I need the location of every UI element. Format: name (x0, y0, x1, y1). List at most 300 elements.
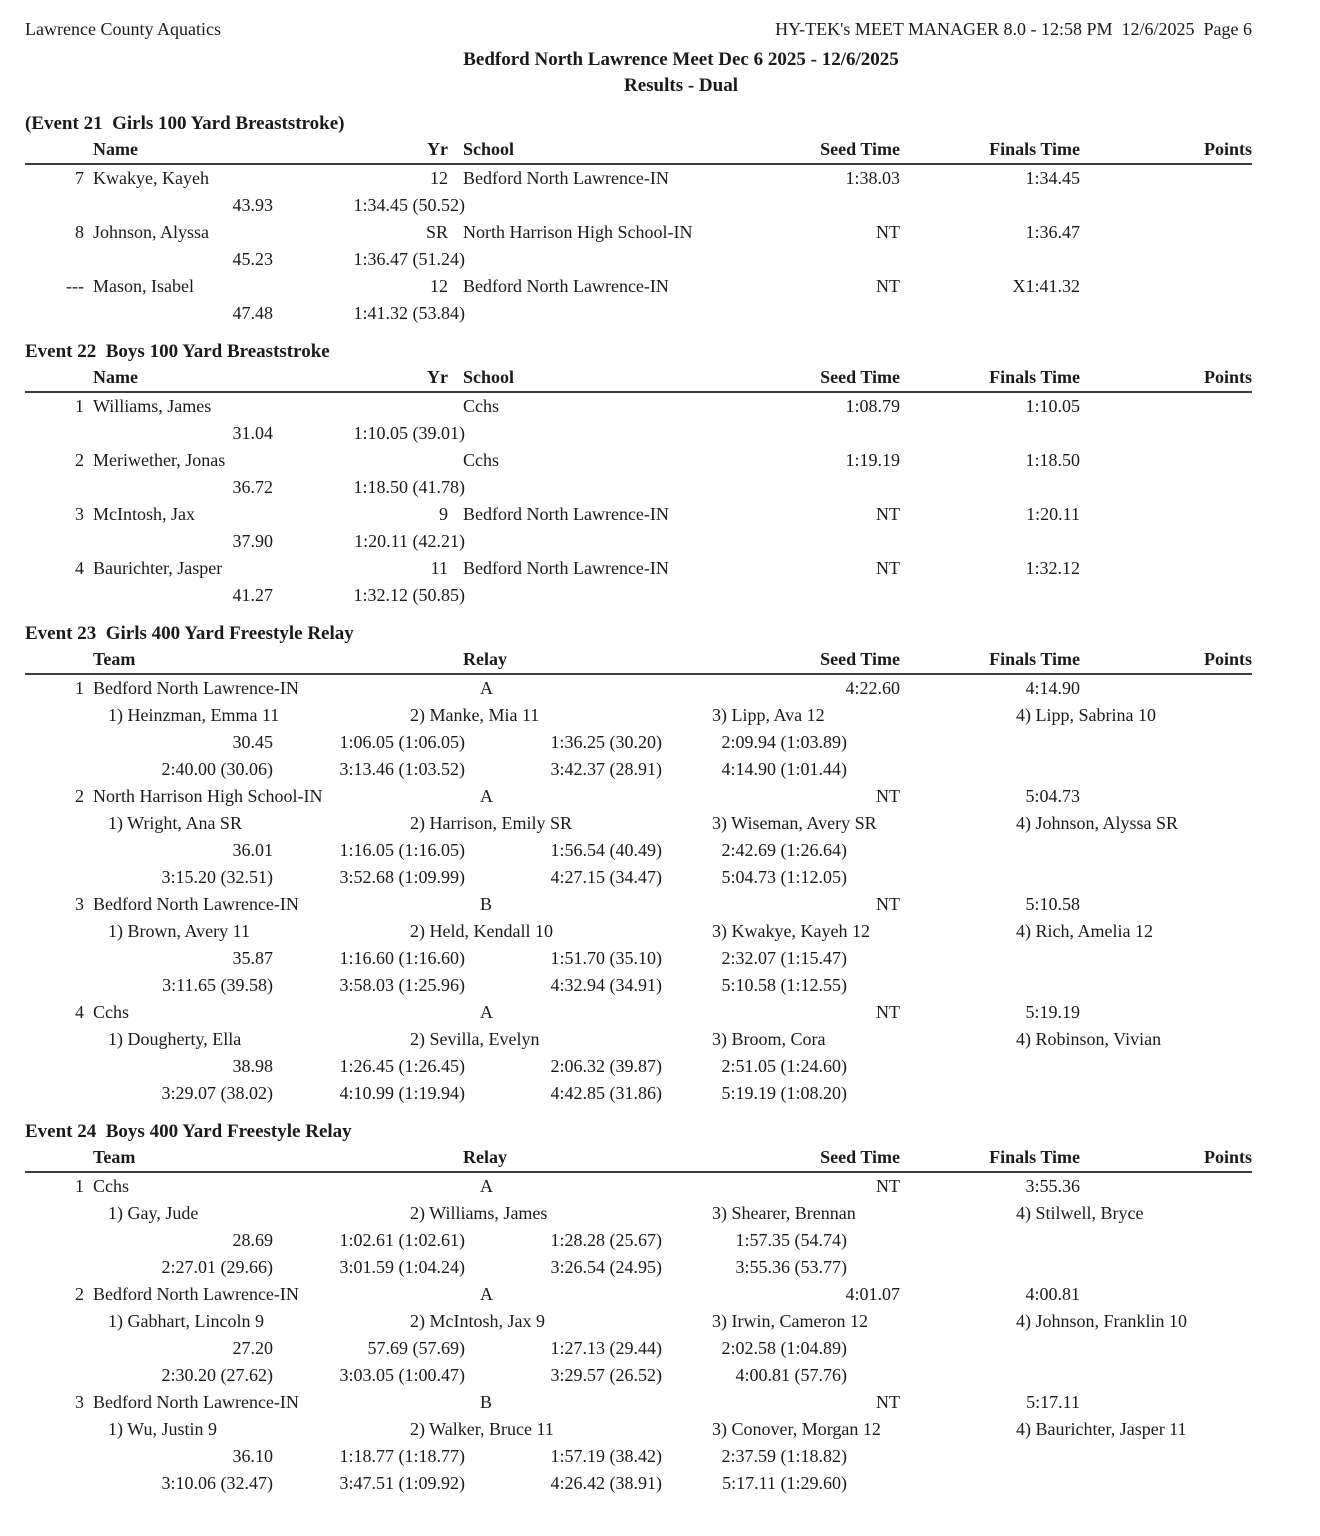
points-value (1080, 165, 1252, 192)
finals-time: 1:34.45 (1025, 168, 1080, 188)
split-time: 4:32.94 (34.91) (550, 975, 662, 995)
spacer (84, 783, 93, 810)
relay-swimmer: 4) Lipp, Sabrina 10 (1016, 705, 1156, 725)
splits-row (25, 420, 1252, 447)
spacer (84, 1281, 93, 1308)
swimmer-name: Mason, Isabel (93, 276, 194, 296)
split-time: 2:40.00 (30.06) (161, 759, 273, 779)
column-header-seed: Seed Time (820, 139, 900, 159)
spacer (448, 555, 463, 582)
split-time: 3:55.36 (53.77) (735, 1257, 847, 1277)
spacer (25, 136, 84, 163)
split-time: 1:57.35 (54.74) (735, 1230, 847, 1250)
split-time: 47.48 (232, 303, 273, 323)
spacer (84, 999, 93, 1026)
relay-swimmer: 2) Held, Kendall 10 (410, 921, 553, 941)
facility-name: Lawrence County Aquatics (25, 19, 221, 39)
place: 3 (75, 1392, 84, 1412)
event-section (25, 622, 1252, 1107)
points-value (1080, 675, 1252, 702)
split-time: 1:06.05 (1:06.05) (339, 732, 465, 752)
split-time: 5:17.11 (1:29.60) (722, 1473, 847, 1493)
split-time: 2:42.69 (1:26.64) (721, 840, 847, 860)
relay-swimmer: 3) Wiseman, Avery SR (712, 813, 877, 833)
split-time: 41.27 (232, 585, 273, 605)
split-time: 2:32.07 (1:15.47) (721, 948, 847, 968)
column-header-name: Name (93, 367, 138, 387)
column-header-school: School (463, 139, 515, 159)
spacer (84, 136, 93, 163)
relay-team: Bedford North Lawrence-IN (93, 1392, 299, 1412)
school-name: Bedford North Lawrence-IN (463, 168, 669, 188)
swimmer-year: 9 (439, 504, 448, 524)
relay-swimmers-row (25, 1200, 1252, 1227)
relay-letter: A (480, 1176, 493, 1196)
seed-time: NT (876, 786, 900, 806)
finals-time: 1:10.05 (1025, 396, 1080, 416)
event-title: (Event 21 Girls 100 Yard Breaststroke) (25, 113, 345, 134)
spacer (448, 393, 463, 420)
relay-swimmers-row (25, 702, 1252, 729)
split-time: 3:15.20 (32.51) (161, 867, 273, 887)
finals-time: 1:20.11 (1026, 504, 1080, 524)
splits-row (25, 945, 1252, 972)
event-section (25, 1120, 1252, 1497)
seed-time: 1:08.79 (845, 396, 900, 416)
split-time: 1:10.05 (39.01) (353, 423, 465, 443)
points-value (1080, 1173, 1252, 1200)
event-title: Event 23 Girls 400 Yard Freestyle Relay (25, 623, 354, 644)
split-time: 37.90 (232, 531, 273, 551)
split-time: 4:00.81 (57.76) (735, 1365, 847, 1385)
splits-row (25, 837, 1252, 864)
relay-swimmer: 2) Sevilla, Evelyn (410, 1029, 540, 1049)
column-header-row (25, 364, 1252, 393)
splits-row (25, 729, 1252, 756)
points-value (1080, 1389, 1252, 1416)
result-row (25, 501, 1252, 528)
relay-swimmer: 4) Johnson, Alyssa SR (1016, 813, 1179, 833)
finals-time: X1:41.32 (1012, 276, 1080, 296)
relay-swimmer: 1) Gabhart, Lincoln 9 (108, 1311, 264, 1331)
place: --- (66, 276, 84, 296)
place: 2 (75, 450, 84, 470)
column-header-finals: Finals Time (989, 139, 1080, 159)
points-value (1080, 447, 1252, 474)
split-time: 1:27.13 (29.44) (550, 1338, 662, 1358)
spacer (84, 646, 93, 673)
swimmer-name: Williams, James (93, 396, 212, 416)
splits-row (25, 864, 1252, 891)
relay-result-row (25, 783, 1252, 810)
place: 2 (75, 786, 84, 806)
split-time: 2:02.58 (1:04.89) (721, 1338, 847, 1358)
swimmer-year (370, 393, 448, 420)
place: 3 (75, 894, 84, 914)
relay-result-row (25, 891, 1252, 918)
spacer (25, 1144, 84, 1171)
spacer (84, 501, 93, 528)
splits-row (25, 474, 1252, 501)
points-value (1080, 273, 1252, 300)
relay-swimmer: 1) Dougherty, Ella (108, 1029, 242, 1049)
finals-time: 1:36.47 (1025, 222, 1080, 242)
split-time: 36.01 (232, 840, 273, 860)
split-time: 28.69 (232, 1230, 273, 1250)
column-header-seed: Seed Time (820, 367, 900, 387)
place: 1 (75, 678, 84, 698)
spacer (84, 1144, 93, 1171)
split-time: 4:14.90 (1:01.44) (721, 759, 847, 779)
split-time: 31.04 (232, 423, 273, 443)
seed-time: NT (876, 558, 900, 578)
finals-time: 5:17.11 (1026, 1392, 1080, 1412)
column-header-name: Team (93, 1147, 136, 1167)
column-header-row (25, 1144, 1252, 1173)
column-header-yr: Yr (427, 367, 448, 387)
split-time: 1:56.54 (40.49) (550, 840, 662, 860)
split-time: 1:57.19 (38.42) (550, 1446, 662, 1466)
split-time: 3:13.46 (1:03.52) (339, 759, 465, 779)
spacer (448, 447, 463, 474)
split-time: 3:11.65 (39.58) (162, 975, 273, 995)
school-name: North Harrison High School-IN (463, 222, 693, 242)
column-header-row (25, 646, 1252, 675)
spacer (25, 646, 84, 673)
split-time: 27.20 (232, 1338, 273, 1358)
finals-time: 5:04.73 (1025, 786, 1080, 806)
split-time: 2:06.32 (39.87) (550, 1056, 662, 1076)
spacer (84, 393, 93, 420)
event-section (25, 112, 1252, 327)
split-time: 2:09.94 (1:03.89) (721, 732, 847, 752)
column-header-school: Relay (463, 1147, 507, 1167)
split-time: 4:27.15 (34.47) (550, 867, 662, 887)
splits-row (25, 192, 1252, 219)
seed-time: NT (876, 504, 900, 524)
place: 8 (75, 222, 84, 242)
relay-swimmer: 1) Heinzman, Emma 11 (108, 705, 280, 725)
seed-time: NT (876, 222, 900, 242)
points-value (1080, 999, 1252, 1026)
relay-team: Bedford North Lawrence-IN (93, 1284, 299, 1304)
split-time: 3:42.37 (28.91) (550, 759, 662, 779)
points-value (1080, 393, 1252, 420)
spacer (25, 364, 84, 391)
relay-swimmers-row (25, 1308, 1252, 1335)
column-header-yr (370, 646, 448, 673)
split-time: 35.87 (232, 948, 273, 968)
place: 3 (75, 504, 84, 524)
relay-swimmer: 3) Conover, Morgan 12 (712, 1419, 881, 1439)
spacer (84, 165, 93, 192)
report-type: Results - Dual (623, 75, 738, 96)
finals-time: 3:55.36 (1025, 1176, 1080, 1196)
result-row (25, 447, 1252, 474)
points-value (1080, 501, 1252, 528)
points-value (1080, 555, 1252, 582)
split-time: 5:19.19 (1:08.20) (721, 1083, 847, 1103)
split-time: 3:29.57 (26.52) (550, 1365, 662, 1385)
column-header-row (25, 136, 1252, 165)
relay-swimmer: 1) Wu, Justin 9 (108, 1419, 217, 1439)
spacer (448, 646, 463, 673)
split-time: 38.98 (232, 1056, 273, 1076)
place: 7 (75, 168, 84, 188)
splits-row (25, 1227, 1252, 1254)
seed-time: NT (876, 894, 900, 914)
seed-time: 4:01.07 (845, 1284, 900, 1304)
relay-swimmers-row (25, 1026, 1252, 1053)
column-header-name: Name (93, 139, 138, 159)
relay-swimmer: 3) Kwakye, Kayeh 12 (712, 921, 870, 941)
split-time: 1:18.77 (1:18.77) (339, 1446, 465, 1466)
seed-time: NT (876, 1392, 900, 1412)
swimmer-year: 12 (430, 276, 448, 296)
split-time: 1:28.28 (25.67) (550, 1230, 662, 1250)
relay-swimmer: 3) Shearer, Brennan (712, 1203, 856, 1223)
relay-swimmer: 2) Williams, James (410, 1203, 548, 1223)
split-time: 5:10.58 (1:12.55) (721, 975, 847, 995)
result-row (25, 165, 1252, 192)
splits-row (25, 1362, 1252, 1389)
relay-letter: B (480, 1392, 493, 1412)
report-info: HY-TEK's MEET MANAGER 8.0 - 12:58 PM 12/6/2025 Page 6 (775, 19, 1252, 39)
column-header-points: Points (1203, 367, 1252, 387)
split-time: 1:32.12 (50.85) (353, 585, 465, 605)
split-time: 1:20.11 (42.21) (354, 531, 465, 551)
split-time: 57.69 (57.69) (367, 1338, 465, 1358)
swimmer-name: Meriwether, Jonas (93, 450, 226, 470)
relay-result-row (25, 1389, 1252, 1416)
split-time: 1:41.32 (53.84) (353, 303, 465, 323)
splits-row (25, 1254, 1252, 1281)
split-time: 3:58.03 (1:25.96) (339, 975, 465, 995)
split-time: 1:02.61 (1:02.61) (339, 1230, 465, 1250)
events (25, 112, 1252, 1497)
school-name: Bedford North Lawrence-IN (463, 504, 669, 524)
split-time: 30.45 (232, 732, 273, 752)
splits-row (25, 582, 1252, 609)
split-time: 1:26.45 (1:26.45) (339, 1056, 465, 1076)
split-time: 1:36.47 (51.24) (353, 249, 465, 269)
spacer (448, 501, 463, 528)
relay-swimmer: 1) Brown, Avery 11 (108, 921, 250, 941)
relay-letter: B (480, 894, 493, 914)
relay-result-row (25, 1173, 1252, 1200)
seed-time: NT (876, 1002, 900, 1022)
seed-time: NT (876, 1176, 900, 1196)
spacer (84, 1173, 93, 1200)
event-section (25, 340, 1252, 609)
spacer (448, 364, 463, 391)
column-header-finals: Finals Time (989, 367, 1080, 387)
relay-letter: A (480, 1284, 493, 1304)
relay-letter: A (480, 678, 493, 698)
splits-row (25, 1470, 1252, 1497)
finals-time: 1:18.50 (1025, 450, 1080, 470)
swimmer-year (370, 447, 448, 474)
relay-swimmer: 4) Baurichter, Jasper 11 (1016, 1419, 1187, 1439)
column-header-finals: Finals Time (989, 1147, 1080, 1167)
splits-row (25, 1080, 1252, 1107)
place: 1 (75, 396, 84, 416)
spacer (448, 165, 463, 192)
relay-team: North Harrison High School-IN (93, 786, 323, 806)
points-value (1080, 783, 1252, 810)
relay-result-row (25, 999, 1252, 1026)
split-time: 1:51.70 (35.10) (550, 948, 662, 968)
split-time: 36.72 (232, 477, 273, 497)
place: 1 (75, 1176, 84, 1196)
relay-team: Cchs (93, 1002, 129, 1022)
spacer (84, 891, 93, 918)
splits-row (25, 1053, 1252, 1080)
column-header-school: Relay (463, 649, 507, 669)
points-value (1080, 219, 1252, 246)
meet-title: Bedford North Lawrence Meet Dec 6 2025 - 12/6/2025 (463, 49, 899, 70)
spacer (84, 273, 93, 300)
result-row (25, 555, 1252, 582)
relay-result-row (25, 675, 1252, 702)
finals-time: 5:10.58 (1025, 894, 1080, 914)
splits-row (25, 972, 1252, 999)
splits-row (25, 300, 1252, 327)
split-time: 4:26.42 (38.91) (550, 1473, 662, 1493)
split-time: 3:03.05 (1:00.47) (339, 1365, 465, 1385)
split-time: 2:51.05 (1:24.60) (721, 1056, 847, 1076)
spacer (84, 364, 93, 391)
split-time: 36.10 (232, 1446, 273, 1466)
swimmer-year: 11 (430, 558, 448, 578)
split-time: 1:36.25 (30.20) (550, 732, 662, 752)
split-time: 4:42.85 (31.86) (550, 1083, 662, 1103)
split-time: 1:34.45 (50.52) (353, 195, 465, 215)
swimmer-name: Johnson, Alyssa (93, 222, 210, 242)
splits-row (25, 246, 1252, 273)
finals-time: 1:32.12 (1025, 558, 1080, 578)
relay-swimmer: 2) Manke, Mia 11 (410, 705, 540, 725)
swimmer-year: SR (425, 222, 448, 242)
relay-swimmer: 3) Irwin, Cameron 12 (712, 1311, 868, 1331)
relay-team: Bedford North Lawrence-IN (93, 894, 299, 914)
result-row (25, 219, 1252, 246)
points-value (1080, 891, 1252, 918)
swimmer-name: Kwakye, Kayeh (93, 168, 209, 188)
relay-team: Bedford North Lawrence-IN (93, 678, 299, 698)
split-time: 2:27.01 (29.66) (161, 1257, 273, 1277)
swimmer-name: Baurichter, Jasper (93, 558, 223, 578)
result-row (25, 393, 1252, 420)
relay-swimmer: 4) Johnson, Franklin 10 (1016, 1311, 1187, 1331)
swimmer-year: 12 (430, 168, 448, 188)
event-title: Event 22 Boys 100 Yard Breaststroke (25, 341, 330, 362)
seed-time: 4:22.60 (845, 678, 900, 698)
relay-swimmers-row (25, 1416, 1252, 1443)
spacer (448, 273, 463, 300)
splits-row (25, 756, 1252, 783)
relay-swimmer: 4) Stilwell, Bryce (1016, 1203, 1144, 1223)
relay-swimmer: 2) Walker, Bruce 11 (410, 1419, 554, 1439)
relay-swimmers-row (25, 810, 1252, 837)
place: 2 (75, 1284, 84, 1304)
relay-swimmer: 4) Rich, Amelia 12 (1016, 921, 1153, 941)
spacer (84, 1389, 93, 1416)
page-header (25, 18, 1252, 40)
page-content (25, 18, 1252, 1497)
split-time: 4:10.99 (1:19.94) (339, 1083, 465, 1103)
relay-swimmer: 2) Harrison, Emily SR (410, 813, 572, 833)
column-header-seed: Seed Time (820, 1147, 900, 1167)
relay-swimmer: 4) Robinson, Vivian (1016, 1029, 1162, 1049)
split-time: 3:29.07 (38.02) (161, 1083, 273, 1103)
place: 4 (75, 1002, 84, 1022)
result-row (25, 273, 1252, 300)
school-name: Bedford North Lawrence-IN (463, 558, 669, 578)
split-time: 5:04.73 (1:12.05) (721, 867, 847, 887)
spacer (448, 1144, 463, 1171)
school-name: Cchs (463, 450, 499, 470)
relay-team: Cchs (93, 1176, 129, 1196)
column-header-finals: Finals Time (989, 649, 1080, 669)
relay-swimmer: 1) Gay, Jude (108, 1203, 199, 1223)
relay-swimmer: 3) Broom, Cora (712, 1029, 826, 1049)
relay-swimmer: 1) Wright, Ana SR (108, 813, 242, 833)
split-time: 1:16.05 (1:16.05) (339, 840, 465, 860)
split-time: 3:52.68 (1:09.99) (339, 867, 465, 887)
finals-time: 4:00.81 (1025, 1284, 1080, 1304)
finals-time: 5:19.19 (1025, 1002, 1080, 1022)
finals-time: 4:14.90 (1025, 678, 1080, 698)
relay-swimmers-row (25, 918, 1252, 945)
spacer (84, 555, 93, 582)
splits-row (25, 528, 1252, 555)
relay-letter: A (480, 1002, 493, 1022)
column-header-points: Points (1203, 139, 1252, 159)
column-header-name: Team (93, 649, 136, 669)
column-header-points: Points (1203, 1147, 1252, 1167)
relay-result-row (25, 1281, 1252, 1308)
column-header-yr (370, 1144, 448, 1171)
split-time: 3:01.59 (1:04.24) (339, 1257, 465, 1277)
split-time: 3:26.54 (24.95) (550, 1257, 662, 1277)
column-header-yr: Yr (427, 139, 448, 159)
relay-letter: A (480, 786, 493, 806)
points-value (1080, 1281, 1252, 1308)
split-time: 43.93 (232, 195, 273, 215)
swimmer-name: McIntosh, Jax (93, 504, 195, 524)
split-time: 3:10.06 (32.47) (161, 1473, 273, 1493)
split-time: 1:18.50 (41.78) (353, 477, 465, 497)
split-time: 2:30.20 (27.62) (161, 1365, 273, 1385)
spacer (84, 675, 93, 702)
splits-row (25, 1335, 1252, 1362)
split-time: 1:16.60 (1:16.60) (339, 948, 465, 968)
spacer (448, 136, 463, 163)
seed-time: 1:38.03 (845, 168, 900, 188)
split-time: 45.23 (232, 249, 273, 269)
relay-swimmer: 3) Lipp, Ava 12 (712, 705, 825, 725)
column-header-school: School (463, 367, 515, 387)
seed-time: 1:19.19 (845, 450, 900, 470)
column-header-points: Points (1203, 649, 1252, 669)
splits-row (25, 1443, 1252, 1470)
spacer (84, 447, 93, 474)
column-header-seed: Seed Time (820, 649, 900, 669)
school-name: Bedford North Lawrence-IN (463, 276, 669, 296)
split-time: 2:37.59 (1:18.82) (721, 1446, 847, 1466)
school-name: Cchs (463, 396, 499, 416)
